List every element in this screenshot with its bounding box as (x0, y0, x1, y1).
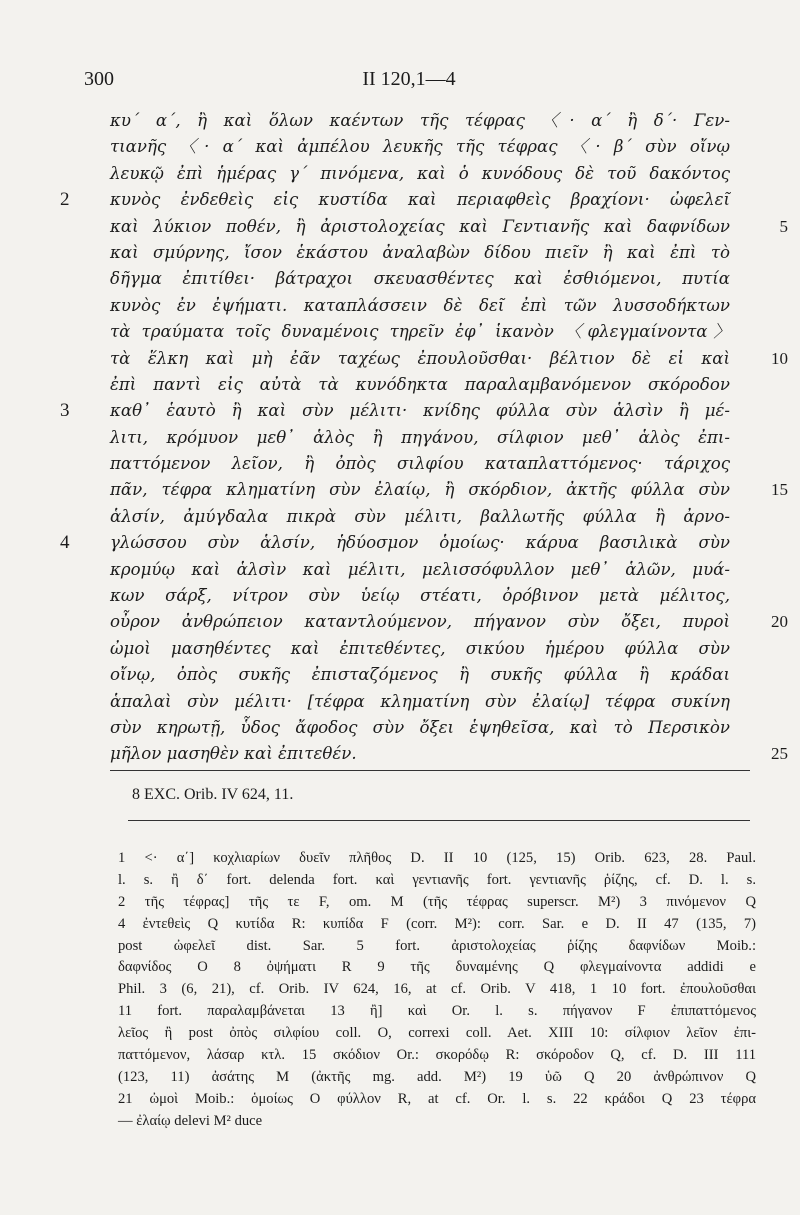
text-line (110, 557, 730, 583)
page-header (74, 68, 744, 96)
excerpt-note: 8 EXC. Orib. IV 624, 11. (132, 786, 294, 803)
apparatus-line: δαφνίδος O 8 ὀψήματι R 9 τῆς δυναμένης Q φλεγμαίνοντα addidi e (118, 959, 756, 976)
text-line (110, 425, 730, 451)
section-number: 2 (60, 189, 70, 211)
text-line-content: γλώσσου σὺν ἁλσίν, ἡδύοσμον ὁμοίως· κάρυα βασιλικὰ σὺν (110, 533, 730, 553)
text-line (110, 372, 730, 398)
line-number: 5 (779, 216, 788, 236)
text-line-content: ἁλσίν, ἀμύγδαλα πικρὰ σὺν μέλιτι, βαλλωτῆς φύλλα ἢ ἀρνο- (110, 506, 730, 526)
text-line (60, 530, 730, 556)
text-line-content: οἴνῳ, ὀπὸς συκῆς ἐπισταζόμενος ἢ συκῆς φύλλα ἢ κράδαι (110, 665, 730, 685)
line-number: 25 (771, 744, 788, 764)
text-line-content: σὺν κηρωτῇ, ὗδος ἄφοδος σὺν ὄξει ἑψηθεῖσα, καὶ τὸ Περσικὸν (110, 717, 730, 737)
text-line-content: οὖρον ἀνθρώπειον καταντλούμενον, πήγανον σὺν ὄξει, πυροὶ (110, 612, 730, 632)
apparatus-line: παττόμενον, λάσαρ κτλ. 15 σκόδιον Or.: σκορόδῳ R: σκόροδον Q, cf. D. III 111 (118, 1047, 756, 1064)
section-number: 4 (60, 532, 70, 554)
text-line-content: ἐπὶ παντὶ εἰς αὐτὰ τὰ κυνόδηκτα παραλαμβανόμενον σκόροδον (110, 374, 730, 394)
line-number: 10 (771, 348, 788, 368)
text-line-content: ἁπαλαὶ σὺν μέλιτι· [τέφρα κληματίνη σὺν ἐλαίῳ] τέφρα συκίνη (110, 691, 730, 711)
text-line (110, 240, 730, 266)
page-number: 300 (84, 68, 114, 90)
text-line (110, 134, 730, 160)
apparatus-line: post ὠφελεῖ dist. Sar. 5 fort. ἀριστολοχείας ῥίζης δαφνίδων Moib.: (118, 937, 756, 954)
text-line-content: κων σάρξ, νίτρον σὺν ὑείῳ στέατι, ὀρόβινον μετὰ μέλιτος, (110, 586, 730, 606)
text-line (110, 266, 730, 292)
apparatus-line: Phil. 3 (6, 21), cf. Orib. IV 624, 16, at cf. Orib. V 418, 1 10 fort. ἐπουλοῦσθαι (118, 981, 756, 998)
text-line (110, 715, 730, 741)
text-line-content: ὠμοὶ μασηθέντες καὶ ἐπιτεθέντες, σικύου ἡμέρου φύλλα σὺν (110, 638, 730, 658)
text-line (110, 214, 788, 240)
text-apparatus-separator (110, 770, 750, 771)
text-line (110, 319, 730, 345)
apparatus-line: 1 <· α΄] κοχλιαρίων δυεῖν πλῆθος D. II 10 (125, 15) Orib. 623, 28. Paul. (118, 850, 756, 866)
text-line (110, 161, 730, 187)
text-line-content: κυνὸς ἐνδεθεὶς εἰς κυστίδα καὶ περιαφθεὶς βραχίονι· ὠφελεῖ (110, 190, 730, 210)
main-text-block (60, 108, 788, 768)
apparatus-line: 2 τῆς τέφρας] τῆς τε F, om. M (τῆς τέφρας superscr. M²) 3 πινόμενον Q (118, 893, 756, 910)
text-line-content: μῆλον μασηθὲν καὶ ἐπιτεθέν. (110, 744, 357, 764)
text-line-content: δῆγμα ἐπιτίθει· βάτραχοι σκευασθέντες καὶ ἐσθιόμενοι, πυτία (110, 269, 730, 289)
apparatus-line: (123, 11) ἀσάτης M (ἀκτῆς mg. add. M²) 19 ὑῶ Q 20 ἀνθρώπινον Q (118, 1068, 756, 1085)
text-line (60, 398, 730, 424)
text-line (110, 741, 788, 767)
text-line-content: κυ΄ α΄, ἢ καὶ ὅλων καέντων τῆς τέφρας 〈· α΄ ἢ δ΄· Γεν- (110, 111, 730, 130)
section-number: 3 (60, 400, 70, 422)
excerpt-separator (128, 820, 750, 821)
apparatus-line: 11 fort. παραλαμβάνεται 13 ἢ] καὶ Or. l. s. πήγανον F ἐπιπαττόμενος (118, 1003, 756, 1020)
text-line-content: τὰ τραύματα τοῖς δυναμένοις τηρεῖν ἐφ᾽ ἱκανὸν 〈φλεγμαίνοντα〉 (110, 322, 730, 342)
text-line-content: τὰ ἕλκη καὶ μὴ ἐᾶν ταχέως ἐπουλοῦσθαι· βέλτιον δὲ εἰ καὶ (110, 348, 730, 368)
text-line-content: τιανῆς 〈· α΄ καὶ ἀμπέλου λευκῆς τῆς τέφρας 〈· β΄ σὺν οἴνῳ (110, 137, 730, 157)
apparatus-line: 4 ἐντεθεὶς Q κυτίδα R: κυπίδα F (corr. M²): corr. Sar. e D. II 47 (135, 7) (118, 915, 756, 932)
apparatus-line: l. s. ἢ δ΄ fort. delenda fort. καὶ γεντιανῆς fort. γεντιανῆς ῥίζης, cf. D. l. s. (118, 871, 756, 888)
line-number: 20 (771, 612, 788, 632)
text-line (110, 504, 730, 530)
text-line (110, 583, 730, 609)
text-line (110, 477, 788, 503)
text-line (110, 689, 730, 715)
text-line-content: λευκῷ ἐπὶ ἡμέρας γ΄ πινόμενα, καὶ ὁ κυνόδους δὲ τοῦ δακόντος (110, 163, 730, 183)
text-line-content: παττόμενον λεῖον, ἢ ὀπὸς σιλφίου καταπλαττόμενος· τάριχος (110, 454, 730, 474)
text-line-content: καθ᾽ ἑαυτὸ ἢ καὶ σὺν μέλιτι· κνίδης φύλλα σὺν ἁλσὶν ἢ μέ- (110, 401, 730, 421)
apparatus-line: — ἐλαίῳ delevi M² duce (118, 1112, 263, 1129)
text-line (110, 346, 788, 372)
text-line (110, 293, 730, 319)
text-line (110, 108, 730, 134)
apparatus-line: λεῖος ἢ post ὀπὸς σιλφίου coll. O, correxi coll. Aet. XIII 10: σίλφιον λεῖον ἐπι- (118, 1025, 756, 1042)
line-number: 15 (771, 480, 788, 500)
text-line-content: κρομύῳ καὶ ἁλσὶν καὶ μέλιτι, μελισσόφυλλον μεθ᾽ ἁλῶν, μυά- (110, 559, 730, 579)
text-line-content: λιτι, κρόμυον μεθ᾽ ἁλὸς ἢ πηγάνου, σίλφιον μεθ᾽ ἁλὸς ἐπι- (110, 427, 730, 447)
running-head: II 120,1—4 (362, 68, 456, 90)
text-line-content: καὶ σμύρνης, ἴσον ἑκάστου ἀναλαβὼν δίδου πιεῖν ἢ καὶ ἐπὶ τὸ (110, 242, 730, 262)
text-line (110, 662, 730, 688)
text-line (60, 187, 730, 213)
text-line-content: κυνὸς ἐν ἐψήματι. καταπλάσσειν δὲ δεῖ ἐπὶ τῶν λυσσοδήκτων (110, 295, 730, 315)
text-line-content: πᾶν, τέφρα κληματίνη σὺν ἐλαίῳ, ἢ σκόρδιον, ἀκτῆς φύλλα σὺν (110, 480, 730, 500)
text-line (110, 451, 730, 477)
text-line (110, 609, 788, 635)
text-line (110, 636, 730, 662)
apparatus-line: 21 ὠμοὶ Moib.: ὁμοίως O φύλλον R, at cf. Or. l. s. 22 κράδοι Q 23 τέφρα (118, 1090, 756, 1107)
critical-apparatus (118, 848, 756, 1133)
text-line-content: καὶ λύκιον ποθέν, ἢ ἀριστολοχείας καὶ Γεντιανῆς καὶ δαφνίδων (110, 216, 730, 236)
